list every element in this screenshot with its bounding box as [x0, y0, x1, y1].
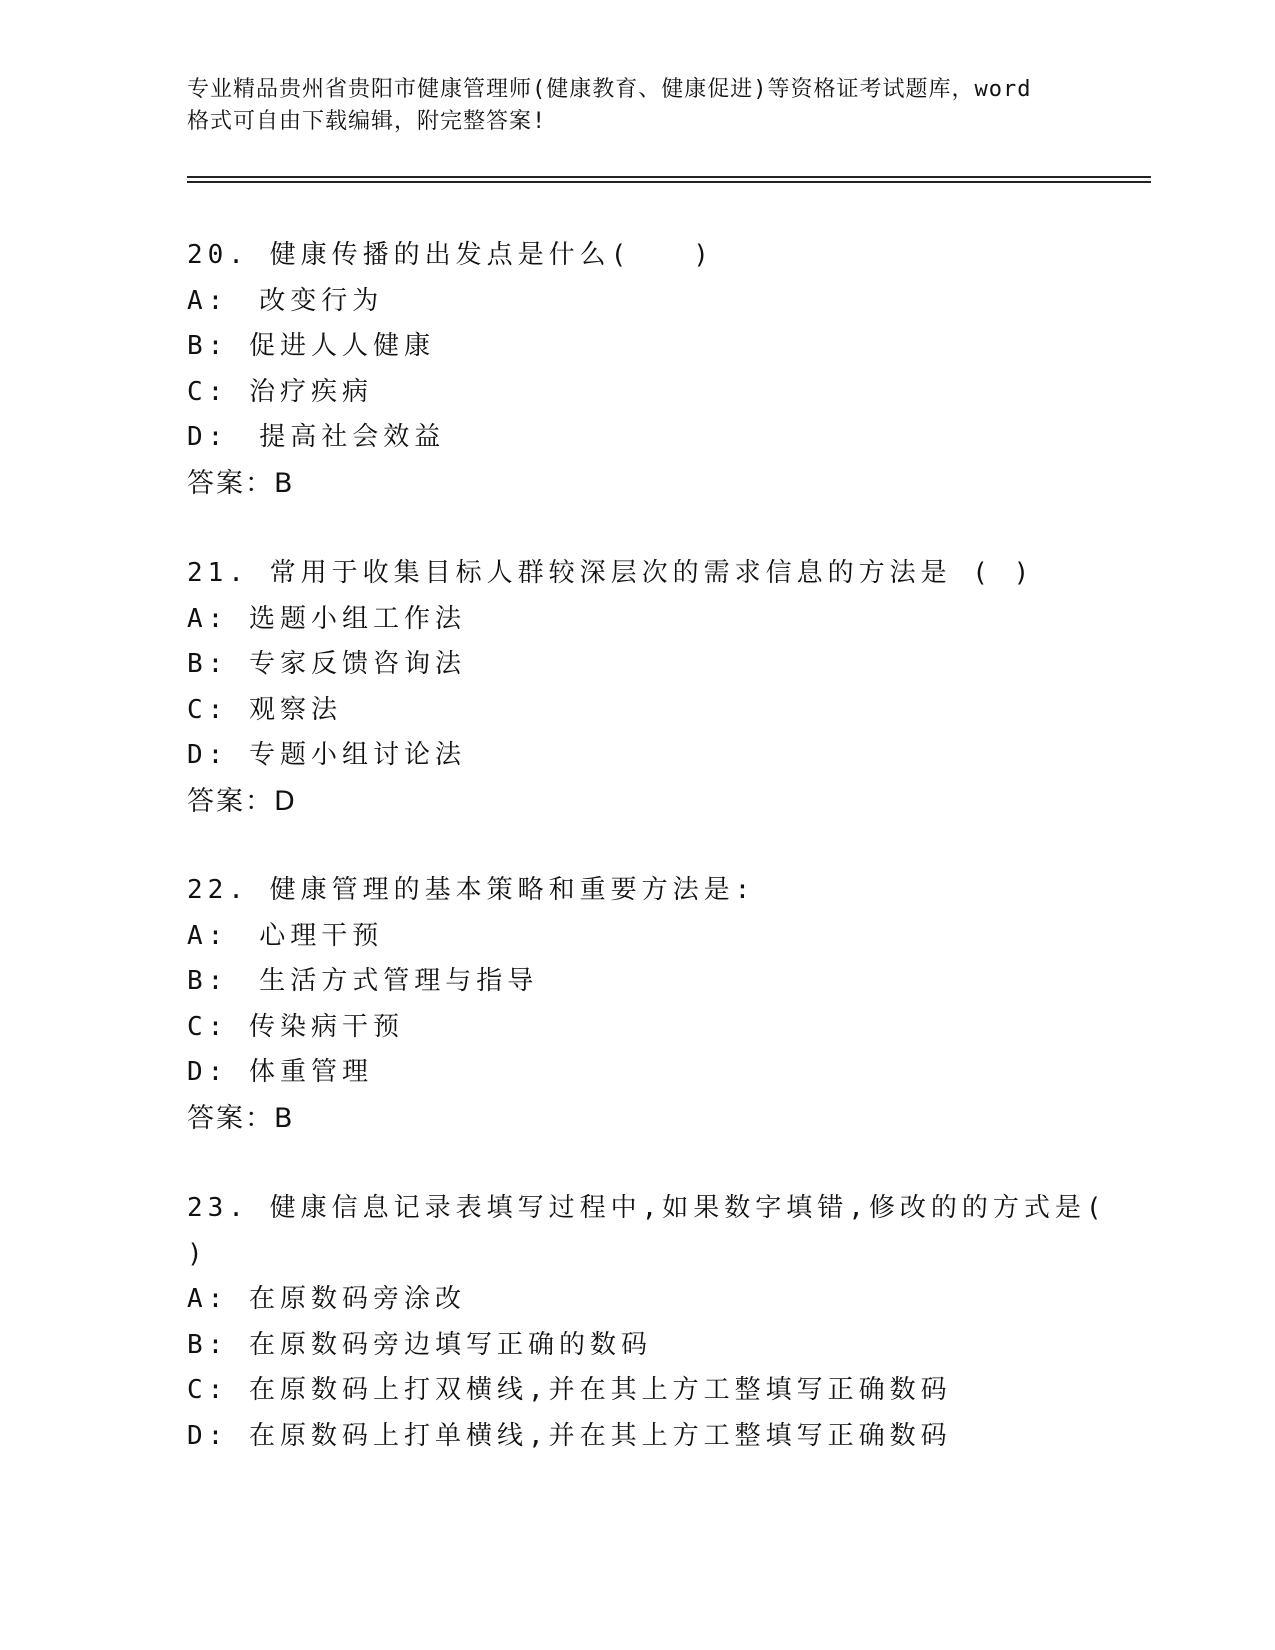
header-divider-top: [187, 176, 1151, 178]
document-header: [187, 74, 1087, 138]
option-a: A: 心理干预: [187, 920, 384, 951]
question-stem: 23. 健康信息记录表填写过程中,如果数字填错,修改的的方式是(: [187, 1193, 1107, 1223]
answer-line: 答案：B: [187, 1102, 295, 1134]
option-c: C: 在原数码上打双横线,并在其上方工整填写正确数码: [187, 1375, 952, 1405]
option-c: C: 传染病干预: [187, 1011, 404, 1042]
option-b: B: 促进人人健康: [187, 331, 435, 361]
option-d: D: 专题小组讨论法: [187, 740, 466, 770]
option-b: B: 生活方式管理与指导: [187, 966, 539, 996]
question-21: [187, 551, 1087, 824]
question-stem: 22. 健康管理的基本策略和重要方法是:: [187, 875, 756, 905]
option-a: A: 选题小组工作法: [187, 603, 466, 634]
option-a: A: 在原数码旁涂改: [187, 1284, 466, 1314]
option-d: D: 体重管理: [187, 1057, 373, 1087]
header-line-2: 格式可自由下载编辑，附完整答案!: [187, 109, 547, 134]
answer-line: 答案：B: [187, 467, 295, 499]
question-stem-continued: ): [187, 1238, 208, 1269]
option-b: B: 专家反馈咨询法: [187, 649, 466, 679]
question-stem: 20. 健康传播的出发点是什么( ): [187, 240, 714, 270]
option-d: D: 提高社会效益: [187, 422, 446, 452]
option-d: D: 在原数码上打单横线,并在其上方工整填写正确数码: [187, 1420, 952, 1451]
question-22: [187, 868, 1087, 1141]
option-a: A: 改变行为: [187, 285, 384, 316]
option-c: C: 治疗疾病: [187, 376, 373, 407]
answer-line: 答案：D: [187, 785, 297, 817]
header-divider-bottom: [187, 181, 1151, 183]
header-line-1: 专业精品贵州省贵阳市健康管理师(健康教育、健康促进)等资格证考试题库，word: [187, 77, 1032, 102]
option-b: B: 在原数码旁边填写正确的数码: [187, 1329, 652, 1360]
option-c: C: 观察法: [187, 694, 342, 725]
question-23: [187, 1186, 1107, 1459]
question-stem: 21. 常用于收集目标人群较深层次的需求信息的方法是 ( ): [187, 558, 1035, 588]
question-20: [187, 233, 1087, 506]
